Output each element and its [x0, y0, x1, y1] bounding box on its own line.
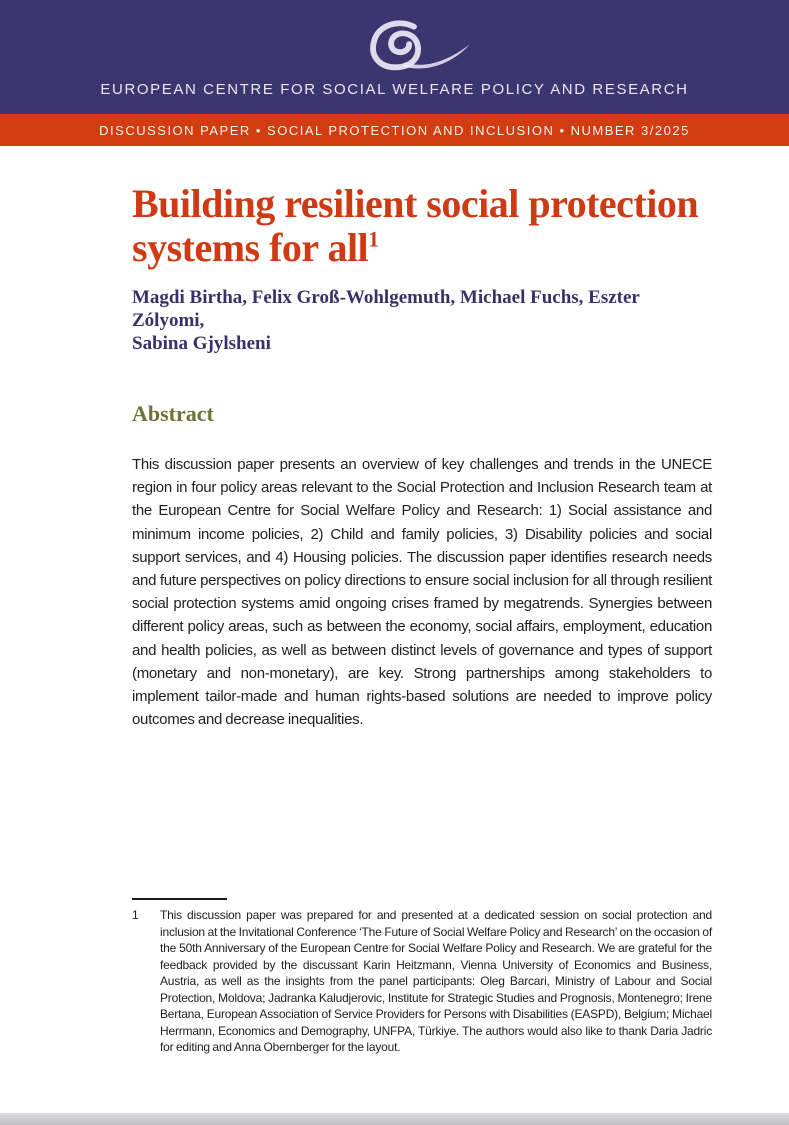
footnote-block — [132, 898, 712, 1056]
footnote-row — [132, 907, 712, 1056]
title-footnote-ref: 1 — [368, 226, 379, 252]
content-area — [132, 146, 712, 731]
authors-line2: Sabina Gjylsheni — [132, 333, 271, 354]
european-centre-swoosh-logo-icon — [348, 17, 478, 77]
paper-title — [132, 182, 712, 270]
footnote-rule — [132, 898, 227, 900]
series-band — [0, 114, 789, 146]
paper-title-line2: systems for all — [132, 225, 369, 270]
paper-title-line1: Building resilient social protection — [132, 181, 699, 226]
org-name: EUROPEAN CENTRE FOR SOCIAL WELFARE POLICY AND RESEARCH — [100, 81, 689, 98]
header-band — [0, 0, 789, 114]
authors-line1: Magdi Birtha, Felix Groß-Wohlgemuth, Michael Fuchs, Eszter Zólyomi, — [132, 287, 640, 331]
series-band-text: DISCUSSION PAPER • SOCIAL PROTECTION AND INCLUSION • NUMBER 3/2025 — [99, 122, 690, 138]
logo-wrap — [330, 17, 460, 77]
page-bottom-edge — [0, 1113, 789, 1125]
abstract-body: This discussion paper presents an overview of key challenges and trends in the UNECE region in four policy areas relevant to the Social Protection and Inclusion Research team at the European Centre for Social Welfare Policy and Research: 1) Social assistance and minimum income policies, 2) Child and family policies, 3) Disability policies and social support services, and 4) Housing policies. The discussion paper identifies research needs and future perspectives on policy directions to ensure social inclusion for all through resilient social protection systems amid ongoing crises framed by megatrends. Synergies between different policy areas, such as between the economy, social affairs, employment, education and health policies, as well as between distinct levels of governance and types of support (monetary and non-monetary), are key. Strong partnerships among stakeholders to implement tailor-made and human rights-based solutions are needed to improve policy outcomes and decrease inequalities. — [132, 456, 712, 729]
abstract-heading: Abstract — [132, 401, 214, 426]
footnote-text: This discussion paper was prepared for and presented at a dedicated session on social protection and inclusion at the Invitational Conference ‘The Future of Social Welfare Policy and Research’ on the occasion of the 50th Anniversary of the European Centre for Social Welfare Policy and Research. We are grateful for the feedback provided by the discussant Karin Heitzmann, Vienna University of Economics and Business, Austria, as well as the insights from the panel participants: Oleg Barcari, Ministry of Labour and Social Protection, Moldova; Jadranka Kaludjerovic, Institute for Strategic Studies and Prognosis, Montenegro; Irene Bertana, European Association of Service Providers for Persons with Disabilities (EASPD), Belgium; Michael Herrmann, Economics and Demography, UNFPA, Türkiye. The authors would also like to thank Daria Jadric for editing and Anna Obernberger for the layout. — [160, 908, 712, 1054]
footnote-marker: 1 — [132, 908, 139, 922]
authors — [132, 286, 712, 355]
